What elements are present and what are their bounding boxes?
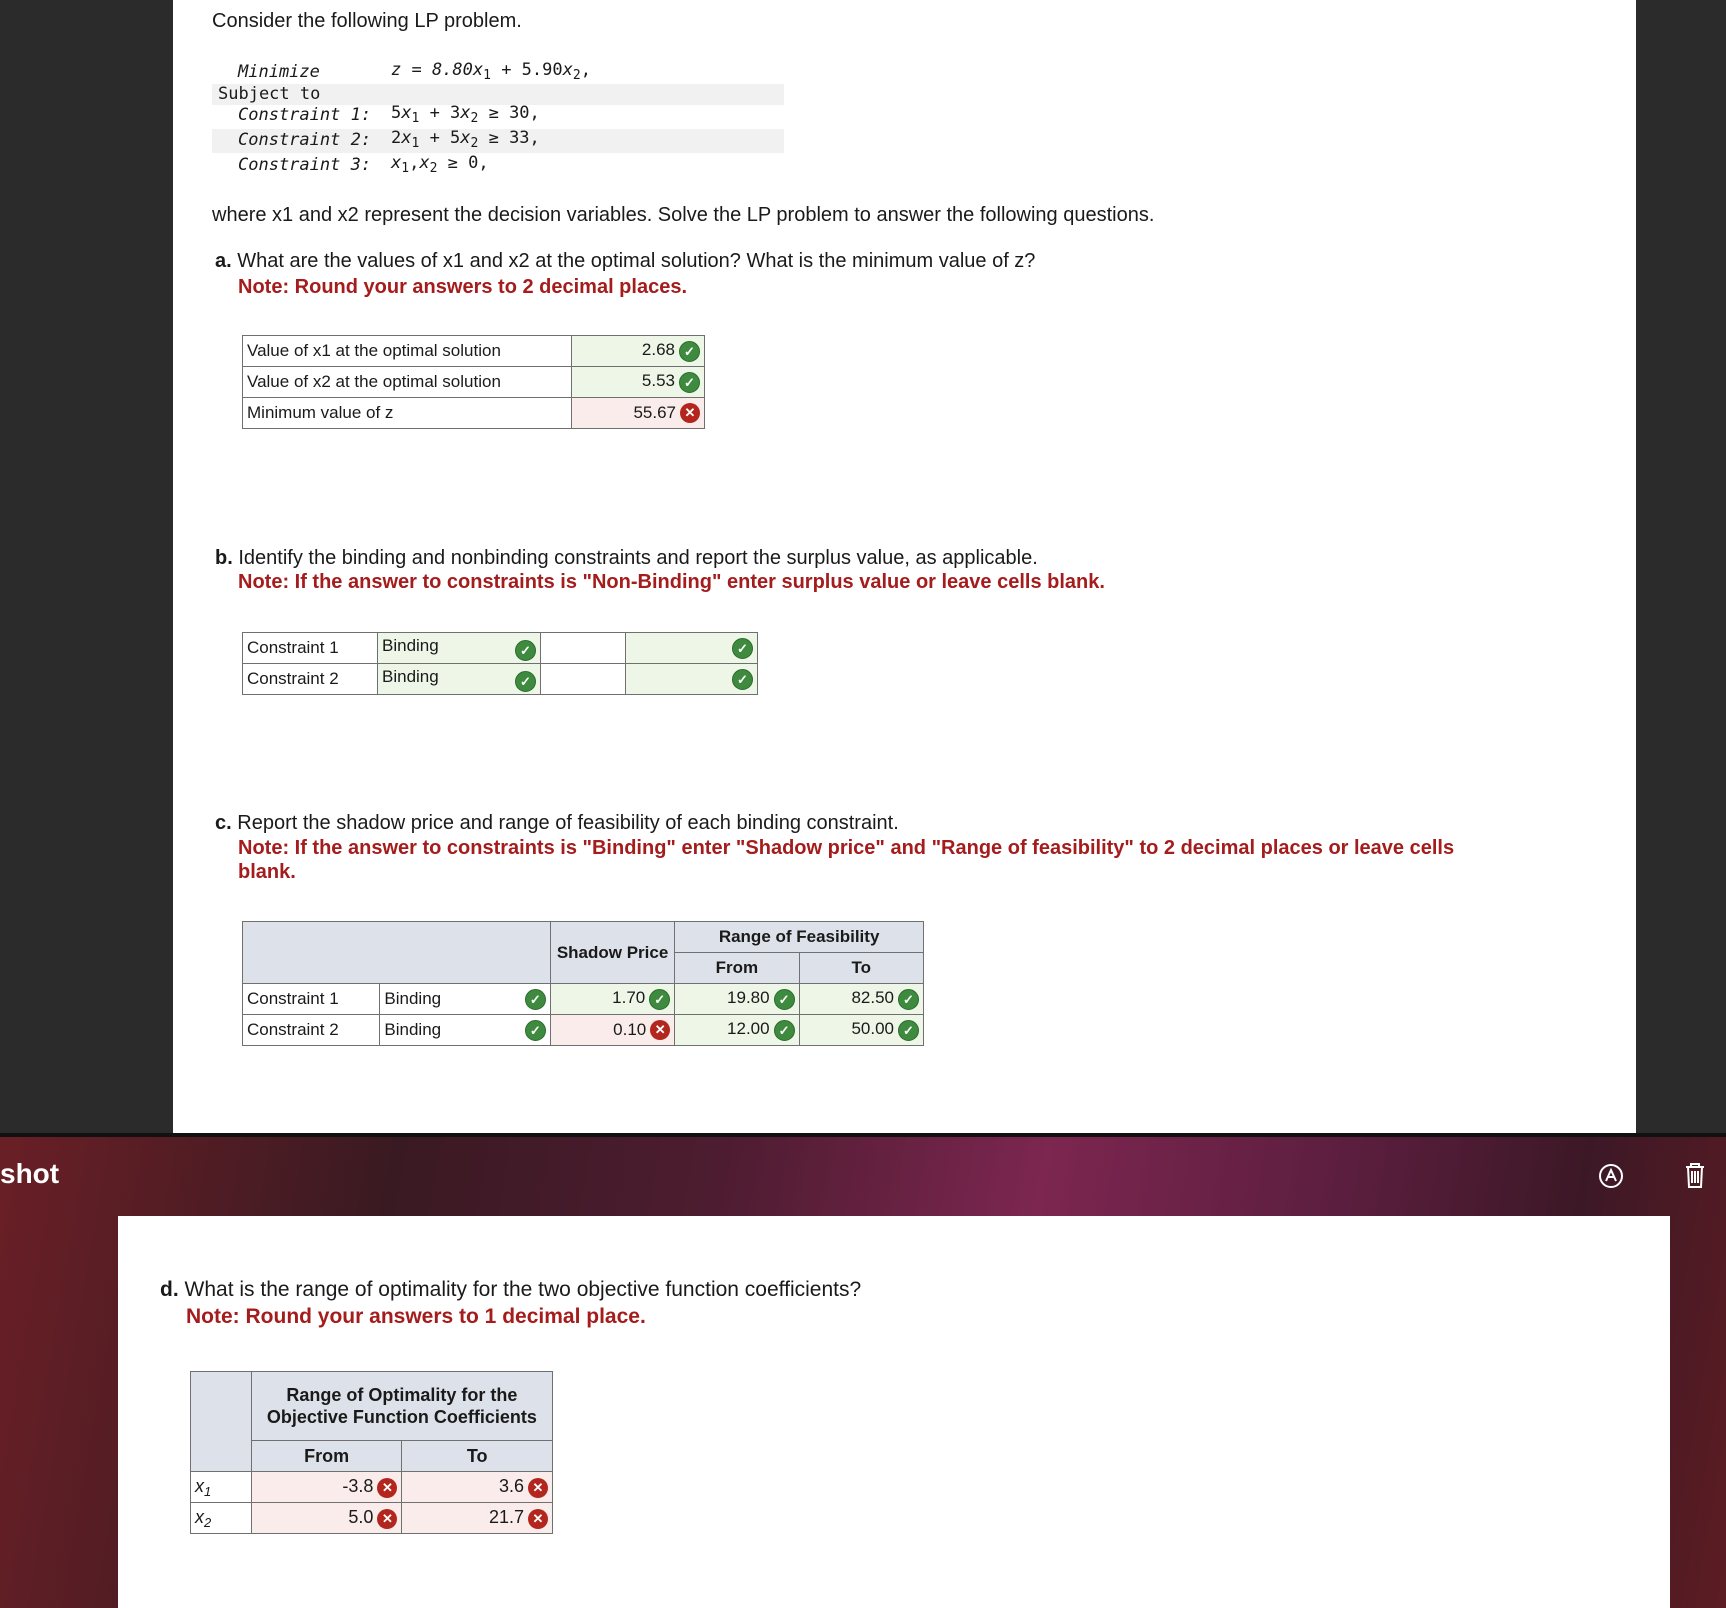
to-cell[interactable]: 21.7 ✕ — [402, 1503, 553, 1534]
surplus-value-cell[interactable] — [626, 664, 758, 695]
check-icon: ✓ — [649, 989, 670, 1010]
part-c-question: c. Report the shadow price and range of feasibility of each binding constraint. — [215, 812, 899, 834]
surplus-input[interactable] — [541, 664, 626, 695]
part-d-note: Note: Round your answers to 1 decimal place. — [186, 1305, 646, 1328]
x-icon: ✕ — [377, 1478, 397, 1498]
to-header: To — [799, 953, 923, 984]
shadow-price-header: Shadow Price — [550, 922, 674, 984]
row-label: Constraint 1 — [243, 984, 380, 1015]
constraint-2-label: Constraint 2: — [238, 130, 372, 150]
to-header: To — [402, 1441, 553, 1472]
surplus-value-cell[interactable] — [626, 633, 758, 664]
part-b-note: Note: If the answer to constraints is "Non-Binding" enter surplus value or leave cells blank. — [238, 571, 1105, 593]
row-label: Value of x2 at the optimal solution — [243, 367, 572, 398]
to-cell[interactable]: 3.6 ✕ — [402, 1472, 553, 1503]
table-row — [243, 1015, 924, 1046]
table-row — [243, 336, 705, 367]
surplus-input[interactable] — [541, 633, 626, 664]
intro-text: Consider the following LP problem. — [212, 10, 522, 32]
range-optimality-header: Range of Optimality for the Objective Function Coefficients — [251, 1372, 552, 1441]
question-page-top — [173, 0, 1636, 1133]
to-cell[interactable]: 50.00 ✓ — [799, 1015, 923, 1046]
check-icon: ✓ — [732, 638, 753, 659]
blank-header — [191, 1372, 252, 1472]
table-row — [191, 1472, 553, 1503]
from-cell[interactable]: 19.80 ✓ — [675, 984, 799, 1015]
check-icon: ✓ — [774, 1020, 795, 1041]
part-a-note: Note: Round your answers to 2 decimal places. — [238, 276, 688, 298]
from-header: From — [251, 1441, 402, 1472]
row-label: Constraint 2 — [243, 664, 378, 695]
row-label: Value of x1 at the optimal solution — [243, 336, 572, 367]
var-label: $x_1$ — [191, 1472, 252, 1503]
check-icon: ✓ — [525, 1020, 546, 1041]
check-icon: ✓ — [774, 989, 795, 1010]
blank-header — [243, 922, 551, 984]
table-row — [243, 664, 758, 695]
check-icon: ✓ — [898, 989, 919, 1010]
row-label: Minimum value of z — [243, 398, 572, 429]
x-icon: ✕ — [680, 403, 700, 423]
question-page-bottom — [118, 1216, 1670, 1608]
left-dark-margin — [0, 0, 173, 1133]
binding-status — [517, 984, 551, 1015]
to-cell[interactable]: 82.50 ✓ — [799, 984, 923, 1015]
check-icon: ✓ — [525, 989, 546, 1010]
markup-icon[interactable] — [1596, 1162, 1626, 1192]
minimize-label: Minimize — [238, 62, 320, 82]
binding-select[interactable]: Binding ✓ — [378, 664, 541, 695]
check-icon: ✓ — [515, 640, 536, 661]
part-d-table — [190, 1371, 553, 1534]
row-label: Constraint 2 — [243, 1015, 380, 1046]
table-row — [243, 398, 705, 429]
subject-to: Subject to — [218, 84, 321, 104]
answer-cell[interactable]: 55.67 ✕ — [572, 398, 705, 429]
trash-icon[interactable] — [1680, 1160, 1710, 1190]
table-header-row — [191, 1372, 553, 1441]
from-cell[interactable]: 12.00 ✓ — [675, 1015, 799, 1046]
from-header: From — [675, 953, 799, 984]
part-b-table — [242, 632, 758, 695]
answer-cell[interactable]: 2.68 ✓ — [572, 336, 705, 367]
table-row — [243, 984, 924, 1015]
table-header-row — [243, 922, 924, 953]
check-icon: ✓ — [679, 341, 700, 362]
x-icon: ✕ — [528, 1478, 548, 1498]
where-text: where x1 and x2 represent the decision variables. Solve the LP problem to answer the following questions. — [212, 204, 1155, 226]
binding-select[interactable]: Binding — [380, 1015, 517, 1046]
part-c-table — [242, 921, 924, 1046]
objective-function: $z = 8.80x_1 + 5.90x_2$, — [391, 60, 591, 83]
binding-select[interactable]: Binding ✓ — [378, 633, 541, 664]
from-cell[interactable]: -3.8 ✕ — [251, 1472, 402, 1503]
check-icon: ✓ — [898, 1020, 919, 1041]
table-row — [191, 1503, 553, 1534]
shadow-price-cell[interactable]: 0.10 ✕ — [550, 1015, 674, 1046]
part-d-question: d. What is the range of optimality for the two objective function coefficients? — [160, 1278, 862, 1301]
check-icon: ✓ — [515, 671, 536, 692]
from-cell[interactable]: 5.0 ✕ — [251, 1503, 402, 1534]
binding-select[interactable]: Binding — [380, 984, 517, 1015]
part-c-note: Note: If the answer to constraints is "Binding" enter "Shadow price" and "Range of feasibility" to 2 decimal places or leave cells blank. — [238, 837, 1455, 883]
answer-cell[interactable]: 5.53 ✓ — [572, 367, 705, 398]
shadow-price-cell[interactable]: 1.70 ✓ — [550, 984, 674, 1015]
table-row — [243, 633, 758, 664]
screenshot-label: shot — [0, 1158, 60, 1189]
var-label: $x_2$ — [191, 1503, 252, 1534]
right-dark-margin — [1636, 0, 1726, 1133]
constraint-3-expr: $x_1,x_2 \ge 0$, — [391, 153, 489, 176]
table-row — [243, 367, 705, 398]
constraint-3-label: Constraint 3: — [238, 155, 372, 175]
check-icon: ✓ — [732, 669, 753, 690]
part-a-table — [242, 335, 705, 429]
x-icon: ✕ — [650, 1020, 670, 1040]
check-icon: ✓ — [679, 372, 700, 393]
x-icon: ✕ — [377, 1509, 397, 1529]
range-feasibility-header: Range of Feasibility — [675, 922, 924, 953]
row-label: Constraint 1 — [243, 633, 378, 664]
part-b-question: b. Identify the binding and nonbinding constraints and report the surplus value, as applicable. — [215, 547, 1038, 569]
binding-status — [517, 1015, 551, 1046]
constraint-2-expr: $2x_1 + 5x_2 \ge 33$, — [391, 128, 540, 151]
constraint-1-label: Constraint 1: — [238, 105, 372, 125]
x-icon: ✕ — [528, 1509, 548, 1529]
part-a-question: a. What are the values of x1 and x2 at the optimal solution? What is the minimum value of z? — [215, 250, 1036, 272]
constraint-1-expr: $5x_1 + 3x_2 \ge 30$, — [391, 103, 540, 126]
